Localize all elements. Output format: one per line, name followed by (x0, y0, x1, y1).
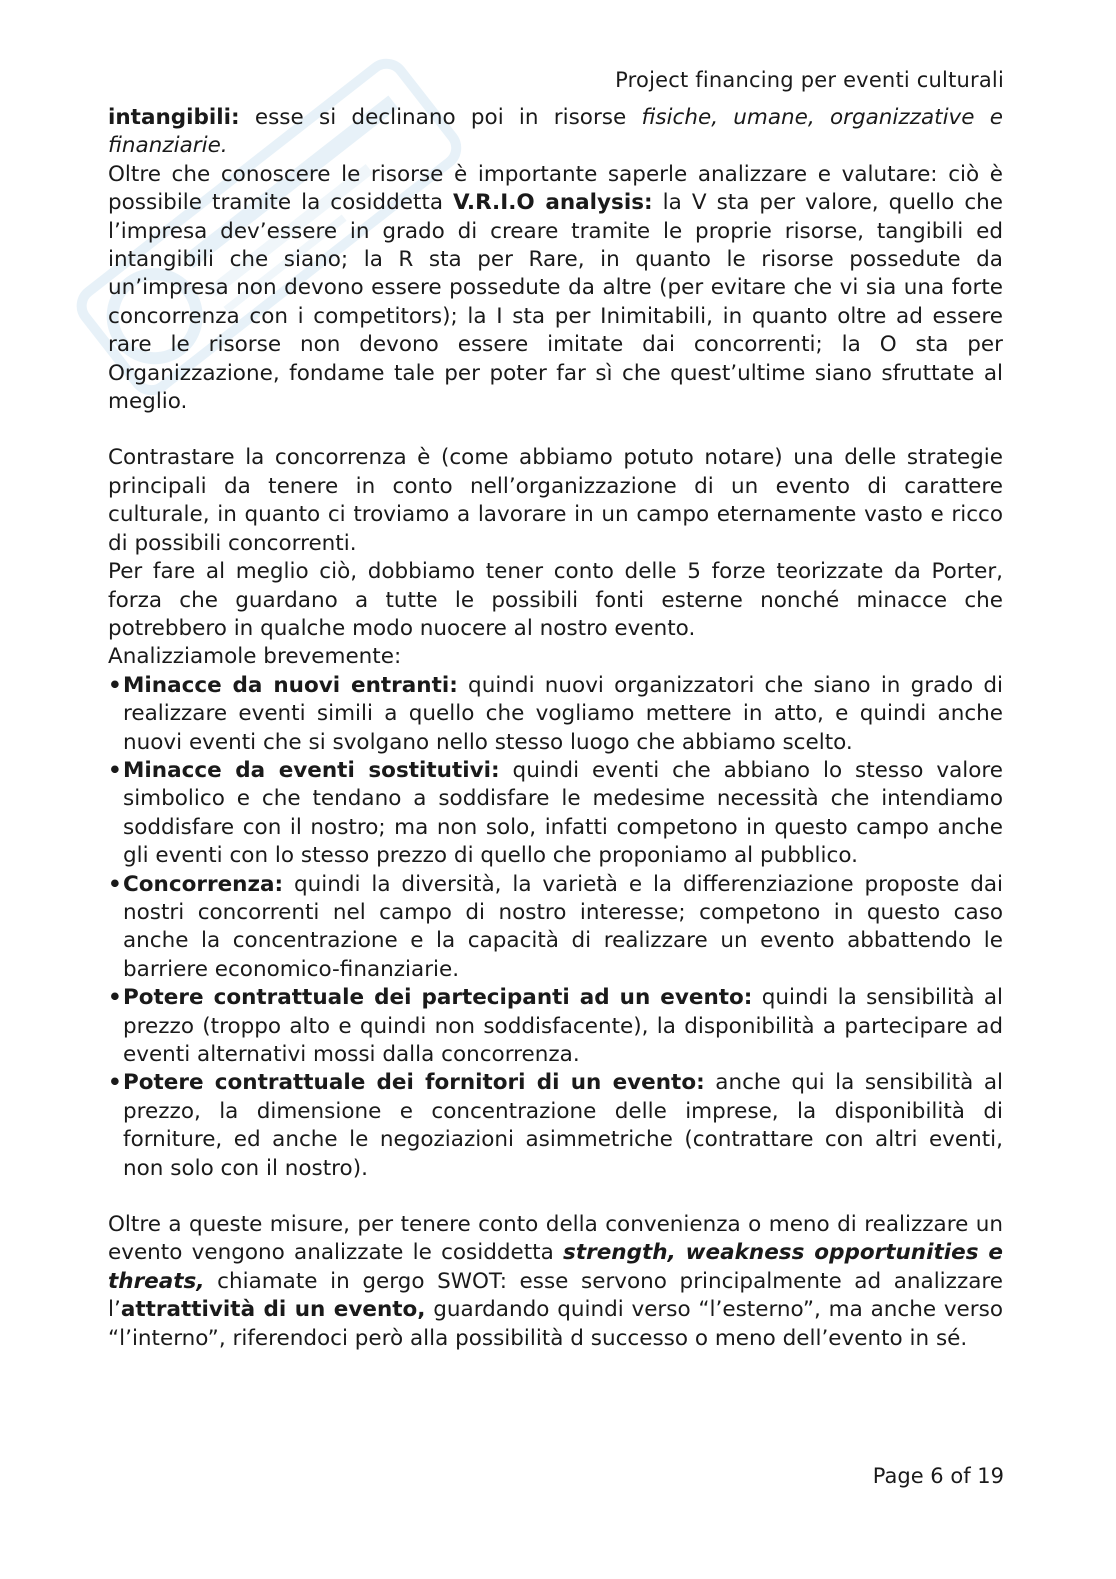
swot-terms: strength, weakness opportunities e threats, (108, 1240, 1003, 1294)
paragraph-intangible-resources: intangibili: esse si declinano poi in risorse fisiche, umane, organizzative e finanziarie. (108, 105, 1003, 159)
bullet-icon: • (108, 672, 122, 698)
page-number: Page 6 of 19 (872, 1464, 1004, 1488)
bullet-icon: • (108, 985, 122, 1011)
porter-forces-list (108, 672, 1003, 1183)
list-item: • Potere contrattuale dei fornitori di un evento: anche qui la sensibilità al prezzo, la dimensione e concentrazione delle imprese, la disponibilità di forniture, ed anche le negoziazioni asimmetriche (contrattare con altri eventi, non solo con il nostro). (108, 1070, 1003, 1181)
vrio-term: V.R.I.O analysis: (453, 190, 653, 216)
bullet-icon: • (108, 757, 122, 783)
attractiveness-term: attrattività di un evento, (120, 1297, 426, 1323)
paragraph-porter: Per fare al meglio ciò, dobbiamo tener conto delle 5 forze teorizzate da Porter, forza che guardano a tutte le possibili fonti esterne nonché minacce che potrebbero in qualche modo nuocere al nostro evento. (108, 559, 1003, 641)
paragraph-analysis-intro: Analizziamole brevemente: (108, 644, 402, 670)
list-item: • Minacce da nuovi entranti: quindi nuovi organizzatori che siano in grado di realizzare eventi simili a quello che vogliamo mettere in atto, e quindi anche nuovi eventi che si svolgano nello stesso luogo che abbiamo scelto. (108, 672, 1003, 755)
italic-term: fisiche, umane, organizzative e finanziarie. (108, 105, 1003, 159)
paragraph-competition: Contrastare la concorrenza è (come abbiamo potuto notare) una delle strategie principali da tenere in conto nell’organizzazione di un evento di carattere culturale, in quanto ci troviamo a lavorare in un campo eternamente vasto e ricco di possibili concorrenti. (108, 445, 1003, 556)
bold-term: intangibili: (108, 105, 240, 130)
document-body (108, 104, 1003, 1353)
paragraph-swot: Oltre a queste misure, per tenere conto della convenienza o meno di realizzare un evento vengono analizzate le cosiddetta strength, weakness opportunities e threats, chiamate in gergo SWOT: esse servono principalmente ad analizzare l’attrattività di un evento, guardando quindi verso “l’esterno”, ma anche verso “l’interno”, riferendoci però alla possibilità d successo o meno dell’evento in sé. (108, 1212, 1003, 1351)
bullet-icon: • (108, 871, 122, 897)
list-item: • Minacce da eventi sostitutivi: quindi eventi che abbiano lo stesso valore simbolico e che tendano a soddisfare le medesime necessità che intendiamo soddisfare con il nostro; ma non solo, infatti competono in questo campo anche gli eventi con lo stesso prezzo di quello che proponiamo al pubblico. (108, 757, 1003, 869)
paragraph-vrio: Oltre che conoscere le risorse è importante saperle analizzare e valutare: ciò è possibile tramite la cosiddetta V.R.I.O analysis: la V sta per valore, quello che l’impresa dev’essere in grado di creare tramite le proprie risorse, tangibili ed intangibili che siano; la R sta per Rare, in quanto le risorse possedute da un’impresa non devono essere possedute da altre (per evitare che vi sia una forte concorrenza con i competitors); la I sta per Inimitabili, in quanto oltre ad essere rare le risorse non devono essere imitate dai concorrenti; la O sta per Organizzazione, fondame tale per poter far sì che quest’ultime siano sfruttate al meglio. (108, 161, 1003, 415)
list-item: • Concorrenza: quindi la diversità, la varietà e la differenziazione proposte dai nostri concorrenti nel campo di nostro interesse; competono in questo caso anche la concentrazione e la capacità di realizzare un evento abbattendo le barriere economico-finanziarie. (108, 871, 1003, 982)
bullet-icon: • (108, 1070, 122, 1096)
page-header-title: Project financing per eventi culturali (615, 68, 1004, 92)
list-item: • Potere contrattuale dei partecipanti ad un evento: quindi la sensibilità al prezzo (troppo alto e quindi non soddisfacente), la disponibilità a partecipare ad eventi alternativi mossi dalla concorrenza. (108, 985, 1004, 1067)
